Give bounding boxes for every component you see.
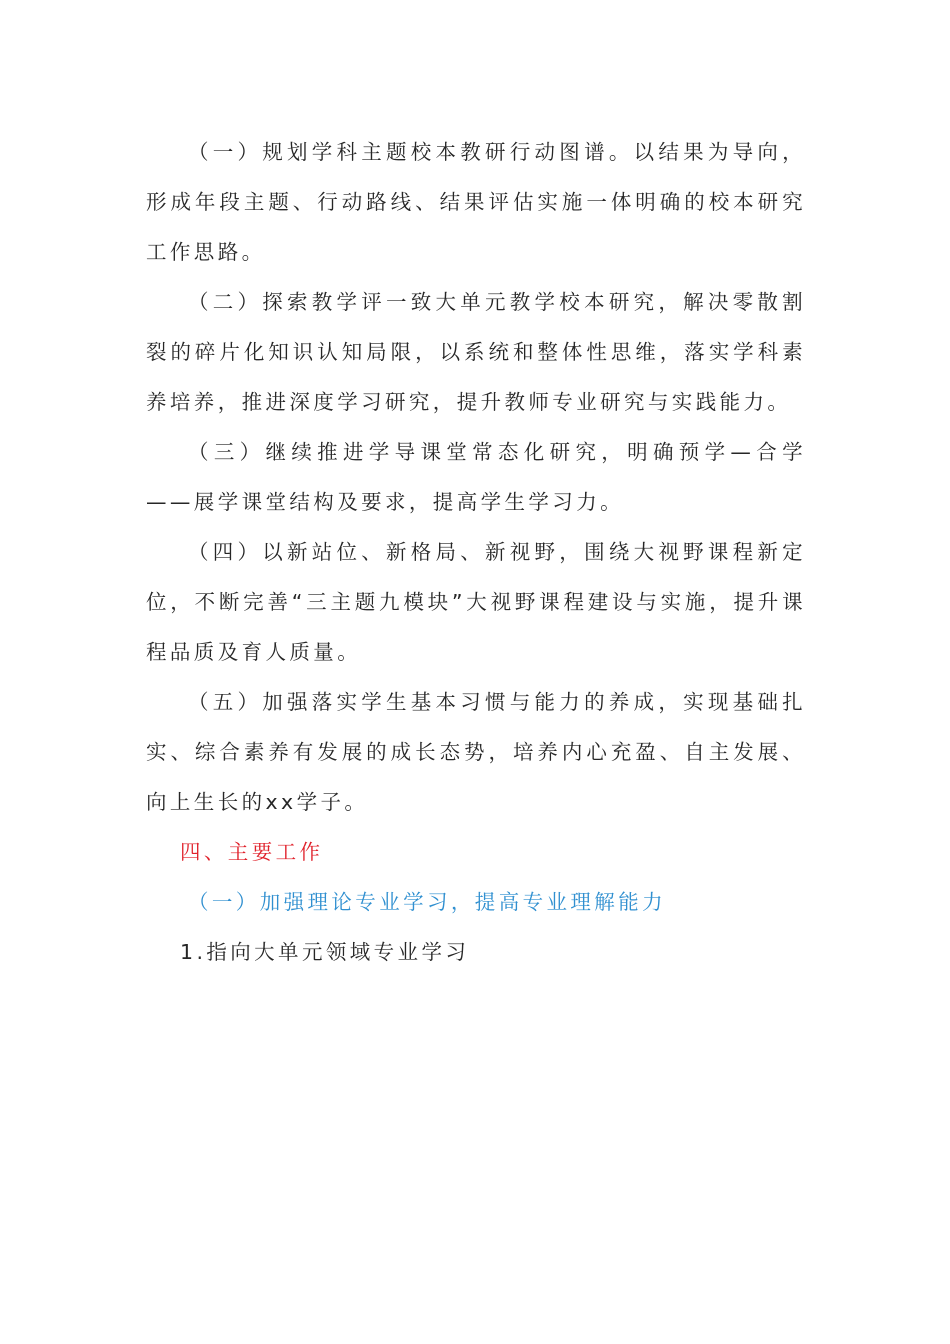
section-heading: 四、主要工作 [180,840,324,864]
paragraph-goal-1: （一）规划学科主题校本教研行动图谱。以结果为导向，形成年段主题、行动路线、结果评估实施一体明确的校本研究工作思路。 [146,140,806,264]
paragraph-goal-4: （四）以新站位、新格局、新视野，围绕大视野课程新定位，不断完善“三主题九模块”大视野课程建设与实施，提升课程品质及育人质量。 [146,540,806,664]
list-item-1: 1.指向大单元领域专业学习 [180,940,470,964]
subsection-heading: （一）加强理论专业学习，提高专业理解能力 [188,890,666,914]
document-body [146,127,806,977]
paragraph-goal-3: （三）继续推进学导课堂常态化研究，明确预学—合学——展学课堂结构及要求，提高学生学习力。 [146,440,806,514]
paragraph-goal-5: （五）加强落实学生基本习惯与能力的养成，实现基础扎实、综合素养有发展的成长态势，培养内心充盈、自主发展、向上生长的xx学子。 [146,690,806,814]
paragraph-goal-2: （二）探索教学评一致大单元教学校本研究，解决零散割裂的碎片化知识认知局限，以系统和整体性思维，落实学科素养培养，推进深度学习研究，提升教师专业研究与实践能力。 [146,290,806,414]
